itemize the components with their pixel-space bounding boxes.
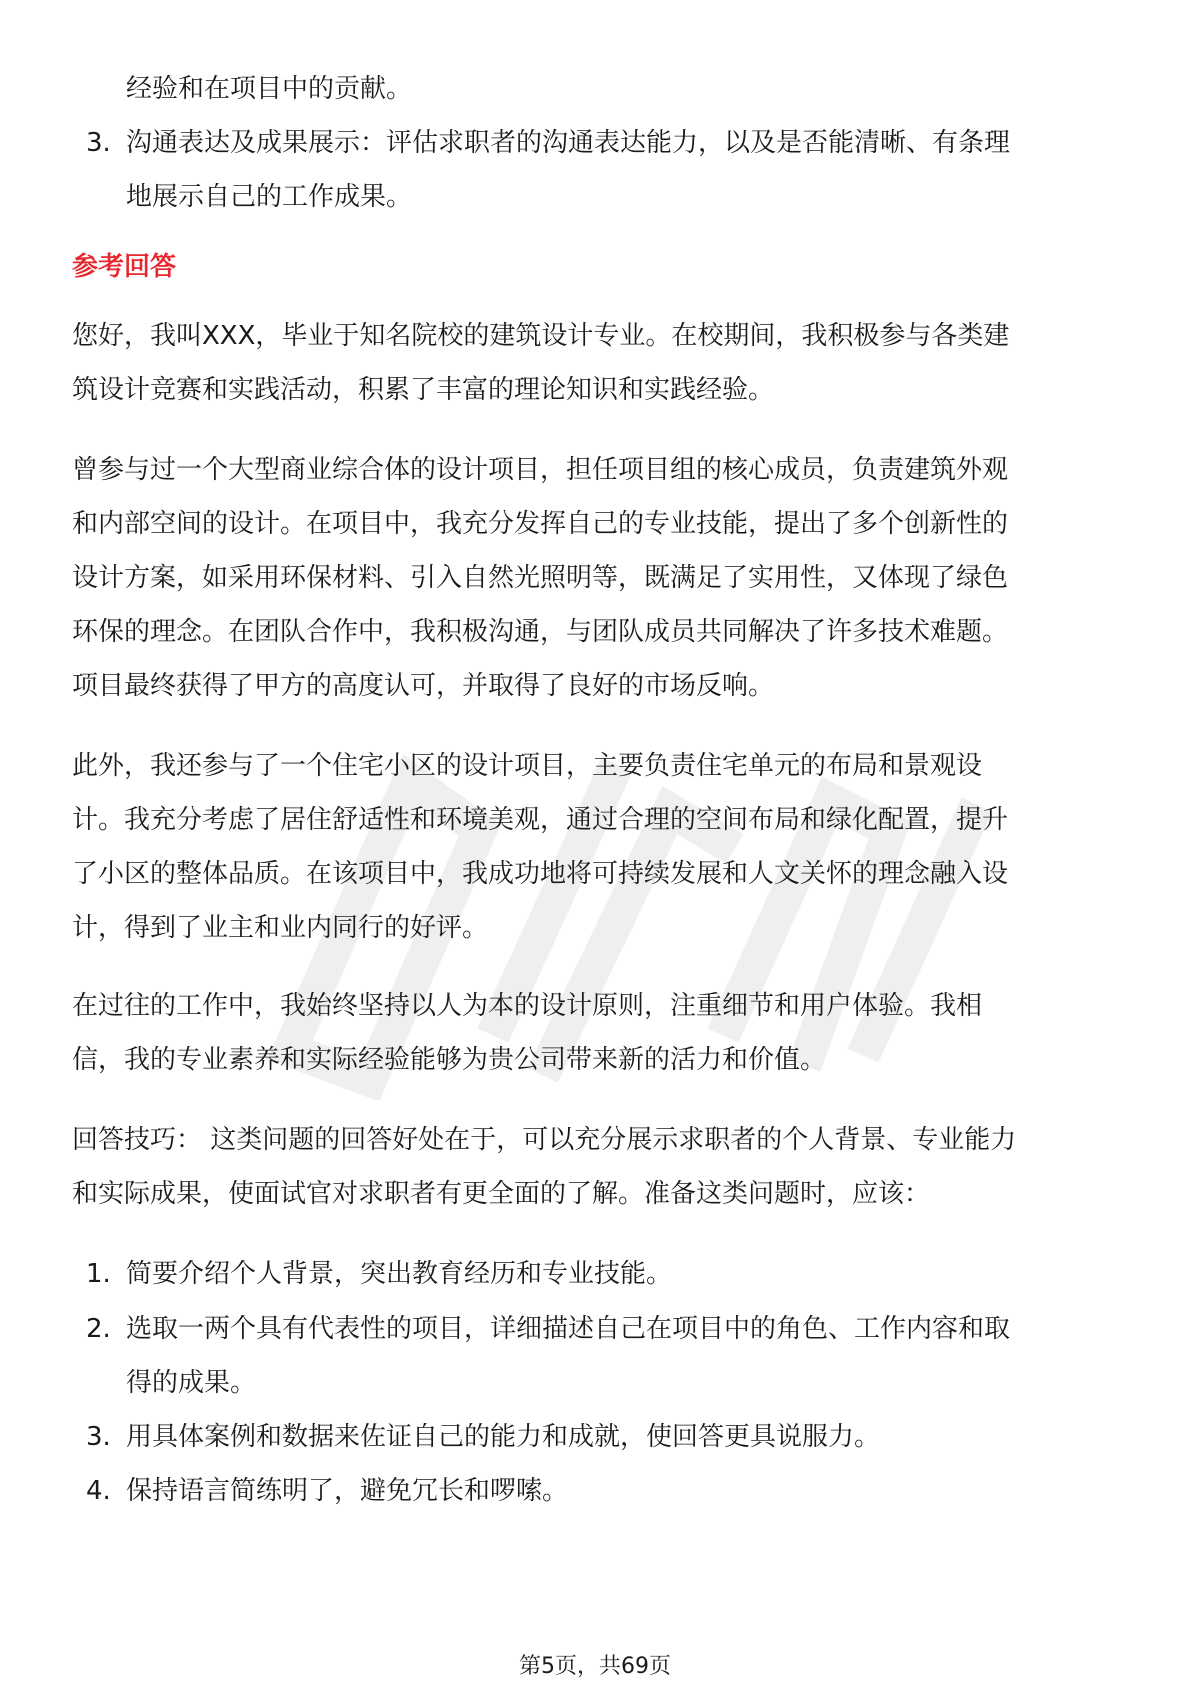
paragraph-line: 计，得到了业主和业内同行的好评。 [72,913,489,943]
paragraph-line: 环保的理念。在团队合作中，我积极沟通，与团队成员共同解决了许多技术难题。 [72,617,1009,647]
list-item-text: 用具体案例和数据来佐证自己的能力和成就，使回答更具说服力。 [126,1422,881,1452]
list-item-text: 选取一两个具有代表性的项目，详细描述自己在项目中的角色、工作内容和取 [126,1314,1011,1344]
list-item-number: 2. [86,1314,111,1344]
list-item-number: 3. [86,128,111,158]
paragraph-line: 项目最终获得了甲方的高度认可，并取得了良好的市场反响。 [72,671,775,701]
paragraph-line: 计。我充分考虑了居住舒适性和环境美观，通过合理的空间布局和绿化配置，提升 [72,805,1009,835]
paragraph-line: 此外，我还参与了一个住宅小区的设计项目，主要负责住宅单元的布局和景观设 [72,751,983,781]
page-footer: 第5页，共69页 [519,1654,671,1679]
paragraph-line: 和实际成果，使面试官对求职者有更全面的了解。准备这类问题时，应该： [72,1179,931,1209]
list-item-number: 4. [86,1476,111,1506]
list-item-text: 地展示自己的工作成果。 [126,182,413,212]
paragraph-line: 设计方案，如采用环保材料、引入自然光照明等，既满足了实用性，又体现了绿色 [72,563,1009,593]
list-item-number: 1. [86,1259,111,1289]
list-item-text: 沟通表达及成果展示：评估求职者的沟通表达能力，以及是否能清晰、有条理 [126,128,1011,158]
list-item-text: 保持语言简练明了，避免冗长和啰嗦。 [126,1476,569,1506]
list-item-text: 得的成果。 [126,1368,257,1398]
paragraph-line: 回答技巧： 这类问题的回答好处在于，可以充分展示求职者的个人背景、专业能力 [72,1125,1017,1155]
paragraph-line: 信，我的专业素养和实际经验能够为贵公司带来新的活力和价值。 [72,1045,827,1075]
paragraph-line: 和内部空间的设计。在项目中，我充分发挥自己的专业技能，提出了多个创新性的 [72,509,1009,539]
paragraph-line: 筑设计竞赛和实践活动，积累了丰富的理论知识和实践经验。 [72,375,775,405]
paragraph-line: 您好，我叫XXX，毕业于知名院校的建筑设计专业。在校期间，我积极参与各类建 [72,321,1010,351]
list-item-text: 简要介绍个人背景，突出教育经历和专业技能。 [126,1259,673,1289]
paragraph-line: 曾参与过一个大型商业综合体的设计项目，担任项目组的核心成员，负责建筑外观 [72,455,1009,485]
section-heading: 参考回答 [72,252,177,282]
paragraph-line: 了小区的整体品质。在该项目中，我成功地将可持续发展和人文关怀的理念融入设 [72,859,1009,889]
paragraph-line: 在过往的工作中，我始终坚持以人为本的设计原则，注重细节和用户体验。我相 [72,991,983,1021]
list-item-text: 经验和在项目中的贡献。 [126,74,413,104]
list-item-number: 3. [86,1422,111,1452]
